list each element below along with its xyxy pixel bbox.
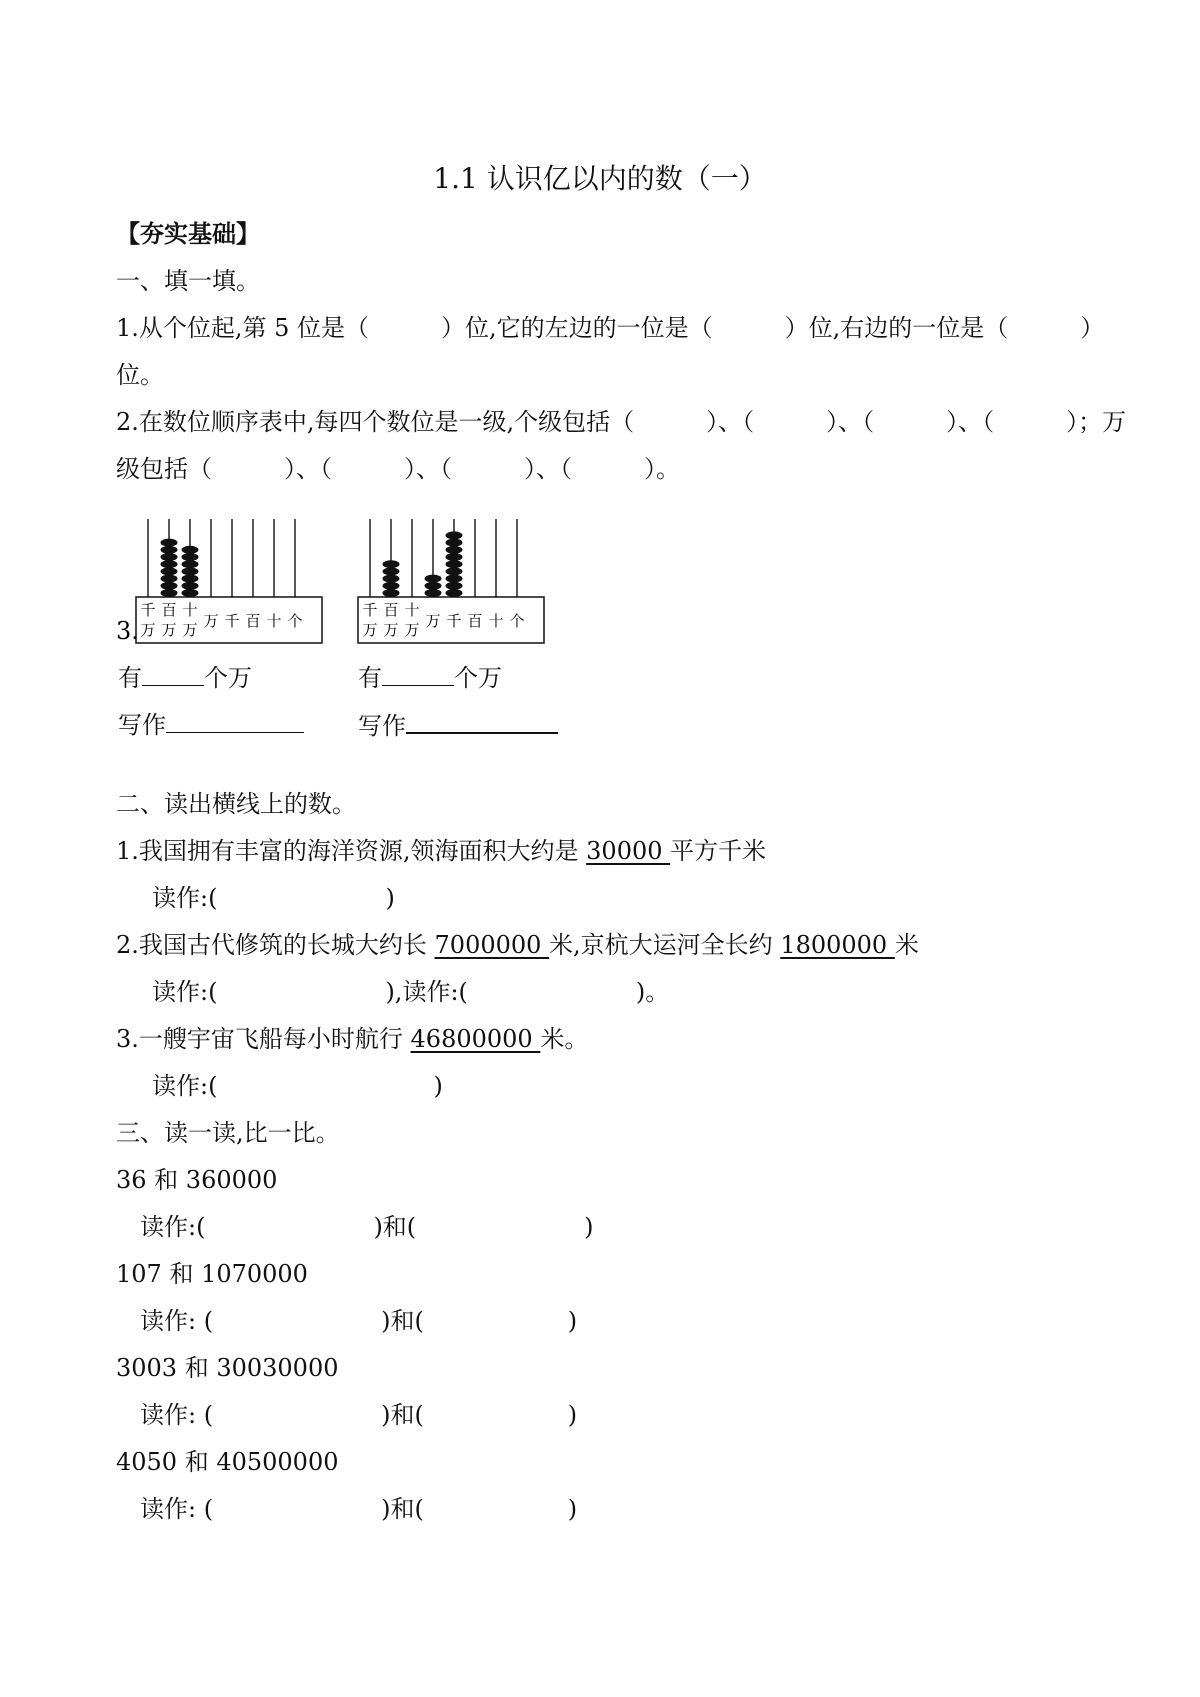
abacus-bead xyxy=(161,567,178,575)
place-label: 万 xyxy=(182,621,198,639)
answer-blank[interactable] xyxy=(406,710,558,734)
part2-question-2 xyxy=(116,930,919,960)
abacus-bead xyxy=(182,582,199,590)
place-label: 十 xyxy=(266,612,282,630)
place-label: 个 xyxy=(509,612,525,630)
compare-answer-2: 读作: ( )和( ) xyxy=(140,1307,578,1335)
compare-pair-2: 107 和 1070000 xyxy=(116,1260,308,1288)
has-right-prefix: 有 xyxy=(358,664,382,692)
place-label: 千 xyxy=(362,601,378,619)
place-label: 万 xyxy=(203,612,219,630)
has-left-suffix: 个万 xyxy=(204,664,252,692)
abacus-bead xyxy=(446,539,463,547)
abacus-bead xyxy=(446,589,463,597)
question-2-line2: 级包括（ ）、（ ）、（ ）、（ ）。 xyxy=(116,455,680,483)
underlined-number: 30000 xyxy=(586,837,671,865)
compare-answer-4: 读作: ( )和( ) xyxy=(140,1495,578,1523)
compare-answer-3: 读作: ( )和( ) xyxy=(140,1401,578,1429)
abacus-bead xyxy=(446,553,463,561)
abacus-figures xyxy=(110,515,570,647)
abacus-bead xyxy=(446,567,463,575)
abacus-bead xyxy=(182,553,199,561)
answer-blank[interactable] xyxy=(166,710,304,733)
has-right-suffix: 个万 xyxy=(454,664,502,692)
abacus-bead xyxy=(161,560,178,568)
abacus-bead xyxy=(182,589,199,597)
place-label: 万 xyxy=(383,621,399,639)
abacus-bead xyxy=(161,575,178,583)
compare-answer-1: 读作:( )和( ) xyxy=(140,1213,594,1241)
abacus-bead xyxy=(446,582,463,590)
part1-heading: 一、填一填。 xyxy=(116,267,260,295)
question-text: 平方千米 xyxy=(670,837,767,865)
question-text: 米 xyxy=(894,931,919,959)
place-label: 万 xyxy=(161,621,177,639)
part2-answer-3: 读作:( ) xyxy=(152,1072,443,1100)
abacus-left xyxy=(136,519,322,643)
abacus-bead xyxy=(161,582,178,590)
part2-question-1 xyxy=(116,836,766,866)
question-1-line1: 1.从个位起,第 5 位是（ ）位,它的左边的一位是（ ）位,右边的一位是（ ） xyxy=(116,314,1105,342)
write-left-label: 写作 xyxy=(118,711,166,739)
place-label: 万 xyxy=(140,621,156,639)
question-2-line1: 2.在数位顺序表中,每四个数位是一级,个级包括（ ）、（ ）、（ ）、（ ）；万 xyxy=(116,408,1127,436)
abacus-bead xyxy=(383,575,400,583)
compare-pair-1: 36 和 360000 xyxy=(116,1166,278,1194)
place-label: 百 xyxy=(245,612,261,630)
abacus-bead xyxy=(383,560,400,568)
abacus-bead xyxy=(425,575,442,583)
abacus-bead xyxy=(161,539,178,547)
question-text: 米。 xyxy=(540,1025,589,1053)
part3-heading: 三、读一读,比一比。 xyxy=(116,1119,340,1147)
section-header: 【夯实基础】 xyxy=(116,220,260,248)
part2-heading: 二、读出横线上的数。 xyxy=(116,790,356,818)
abacus-bead xyxy=(182,567,199,575)
abacus-bead xyxy=(425,589,442,597)
place-label: 个 xyxy=(287,612,303,630)
question-text: 米,京杭大运河全长约 xyxy=(549,931,781,959)
write-line-left xyxy=(118,710,304,740)
abacus-bead xyxy=(446,546,463,554)
page-title: 1.1 认识亿以内的数（一） xyxy=(433,162,767,195)
part2-answer-2: 读作:( ),读作:( )。 xyxy=(152,978,670,1006)
abacus-bead xyxy=(182,560,199,568)
abacus-bead xyxy=(425,582,442,590)
place-label: 千 xyxy=(224,612,240,630)
place-label: 万 xyxy=(404,621,420,639)
abacus-bead xyxy=(161,553,178,561)
place-label: 百 xyxy=(467,612,483,630)
underlined-number: 1800000 xyxy=(780,931,895,959)
has-line-left xyxy=(118,663,252,693)
abacus-bead xyxy=(383,582,400,590)
compare-pair-4: 4050 和 40500000 xyxy=(116,1448,339,1476)
abacus-bead xyxy=(161,589,178,597)
place-label: 千 xyxy=(140,601,156,619)
abacus-right xyxy=(358,519,544,643)
abacus-bead xyxy=(446,560,463,568)
has-left-prefix: 有 xyxy=(118,664,142,692)
abacus-bead xyxy=(182,575,199,583)
place-label: 十 xyxy=(404,601,420,619)
place-label: 十 xyxy=(182,601,198,619)
write-line-right xyxy=(358,710,558,741)
abacus-bead xyxy=(161,546,178,554)
place-label: 千 xyxy=(446,612,462,630)
place-label: 十 xyxy=(488,612,504,630)
write-right-label: 写作 xyxy=(358,712,406,740)
answer-blank[interactable] xyxy=(382,663,454,686)
place-label: 百 xyxy=(161,601,177,619)
part2-question-3 xyxy=(116,1024,588,1054)
place-label: 百 xyxy=(383,601,399,619)
compare-pair-3: 3003 和 30030000 xyxy=(116,1354,339,1382)
answer-blank[interactable] xyxy=(142,663,204,686)
abacus-bead xyxy=(383,589,400,597)
part2-answer-1: 读作:( ) xyxy=(152,884,395,912)
question-1-line2: 位。 xyxy=(116,361,164,389)
question-3-number: 3. xyxy=(116,617,139,645)
abacus-bead xyxy=(383,567,400,575)
abacus-bead xyxy=(446,575,463,583)
question-text: 3.一艘宇宙飞船每小时航行 xyxy=(116,1025,411,1053)
question-text: 1.我国拥有丰富的海洋资源,领海面积大约是 xyxy=(116,837,587,865)
abacus-bead xyxy=(446,531,463,539)
has-line-right xyxy=(358,663,502,693)
underlined-number: 7000000 xyxy=(434,931,550,959)
underlined-number: 46800000 xyxy=(410,1025,541,1053)
abacus-bead xyxy=(182,546,199,554)
question-text: 2.我国古代修筑的长城大约长 xyxy=(116,931,435,959)
place-label: 万 xyxy=(425,612,441,630)
place-label: 万 xyxy=(362,621,378,639)
